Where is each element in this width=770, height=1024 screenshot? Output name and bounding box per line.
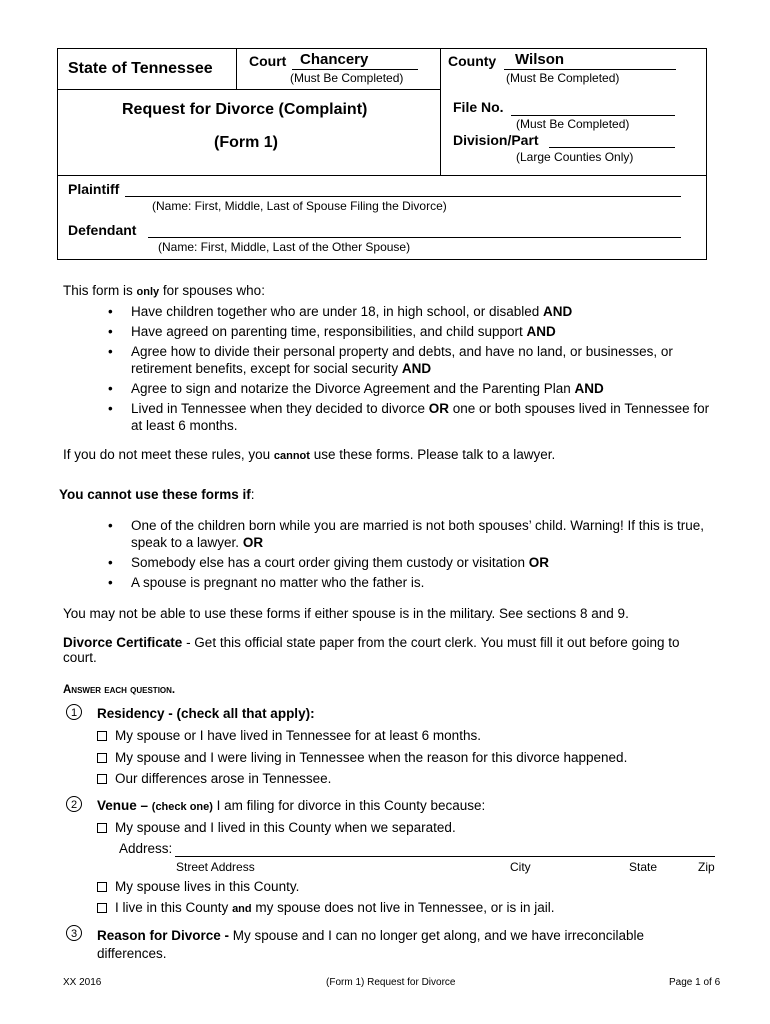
division-label: Division/Part	[453, 132, 539, 148]
zip-label: Zip	[698, 860, 715, 874]
q1-option[interactable]: My spouse or I have lived in Tennessee for at least 6 months.	[97, 728, 481, 743]
list-item: • Somebody else has a court order giving them custody or visitation OR	[63, 554, 723, 571]
list-item: • A spouse is pregnant no matter who the father is.	[63, 574, 723, 591]
question-number-2: 2	[66, 796, 82, 812]
military-note: You may not be able to use these forms if either spouse is in the military. See sections 8 and 9.	[63, 606, 629, 621]
divider	[440, 48, 441, 176]
list-item: • Have children together who are under 18, in high school, or disabled AND	[63, 303, 723, 320]
file-note: (Must Be Completed)	[516, 117, 630, 131]
answer-heading: Answer each question.	[63, 684, 176, 696]
checkbox-icon[interactable]	[97, 882, 107, 892]
court-label: Court	[249, 53, 287, 69]
checkbox-icon[interactable]	[97, 731, 107, 741]
state-label: State of Tennessee	[68, 60, 213, 77]
form-number: (Form 1)	[214, 134, 278, 151]
county-label: County	[448, 53, 497, 69]
divider	[57, 175, 707, 176]
list-item: • Agree to sign and notarize the Divorce Agreement and the Parenting Plan AND	[63, 380, 723, 397]
checkbox-icon[interactable]	[97, 903, 107, 913]
plaintiff-line[interactable]	[125, 196, 681, 197]
file-label: File No.	[453, 99, 504, 115]
checkbox-icon[interactable]	[97, 753, 107, 763]
intro-line: This form is only for spouses who:	[63, 283, 265, 298]
list-item: • Lived in Tennessee when they decided to divorce OR one or both spouses lived in Tennessee for at least 6 months.	[63, 400, 723, 434]
division-note: (Large Counties Only)	[516, 150, 634, 164]
form-title: Request for Divorce (Complaint)	[122, 101, 368, 118]
county-note: (Must Be Completed)	[506, 71, 620, 85]
intro-list	[63, 303, 723, 437]
court-value[interactable]: Chancery	[300, 51, 369, 68]
rules-line: If you do not meet these rules, you cannot use these forms. Please talk to a lawyer.	[63, 447, 556, 462]
cannot-heading: You cannot use these forms if:	[59, 487, 255, 502]
q1-title: Residency - (check all that apply):	[97, 706, 315, 721]
plaintiff-label: Plaintiff	[68, 181, 120, 197]
divider	[236, 48, 237, 90]
defendant-line[interactable]	[148, 237, 681, 238]
address-label: Address:	[119, 841, 173, 856]
list-item: • Agree how to divide their personal property and debts, and have no land, or businesses, or retirement benefits, except for social security AND	[63, 343, 723, 377]
checkbox-icon[interactable]	[97, 823, 107, 833]
q2-title: Venue – (check one) I am filing for divorce in this County because:	[97, 798, 486, 813]
footer-page: Page 1 of 6	[669, 977, 721, 988]
address-line[interactable]	[175, 856, 715, 857]
divider	[57, 89, 440, 90]
q2-option[interactable]: My spouse lives in this County.	[97, 879, 299, 894]
q1-option[interactable]: My spouse and I were living in Tennessee when the reason for this divorce happened.	[97, 750, 627, 765]
court-note: (Must Be Completed)	[290, 71, 404, 85]
division-line[interactable]	[549, 147, 675, 148]
file-line[interactable]	[511, 115, 675, 116]
q3-text: Reason for Divorce - My spouse and I can no longer get along, and we have irreconcilable differences.	[97, 928, 645, 961]
cannot-list	[63, 517, 723, 594]
defendant-label: Defendant	[68, 222, 137, 238]
city-label: City	[510, 860, 531, 874]
q1-option[interactable]: Our differences arose in Tennessee.	[97, 771, 331, 786]
court-line	[292, 69, 418, 70]
street-label: Street Address	[176, 860, 255, 874]
checkbox-icon[interactable]	[97, 774, 107, 784]
county-value[interactable]: Wilson	[515, 51, 565, 68]
q2-option[interactable]: My spouse and I lived in this County when we separated.	[97, 820, 456, 835]
list-item: • Have agreed on parenting time, responsibilities, and child support AND	[63, 323, 723, 340]
q2-option[interactable]: I live in this County and my spouse does not live in Tennessee, or is in jail.	[97, 900, 555, 915]
footer-date: XX 2016	[63, 977, 102, 988]
question-number-3: 3	[66, 925, 82, 941]
footer-title: (Form 1) Request for Divorce	[326, 977, 456, 988]
certificate-note: Divorce Certificate - Get this official state paper from the court clerk. You must fill it out before going to court.	[63, 635, 680, 665]
question-number-1: 1	[66, 704, 82, 720]
plaintiff-note: (Name: First, Middle, Last of Spouse Filing the Divorce)	[152, 199, 447, 213]
defendant-note: (Name: First, Middle, Last of the Other Spouse)	[158, 240, 411, 254]
county-line	[504, 69, 676, 70]
list-item: • One of the children born while you are married is not both spouses’ child. Warning! If this is true, speak to a lawyer. OR	[63, 517, 723, 551]
state-field-label: State	[629, 860, 658, 874]
